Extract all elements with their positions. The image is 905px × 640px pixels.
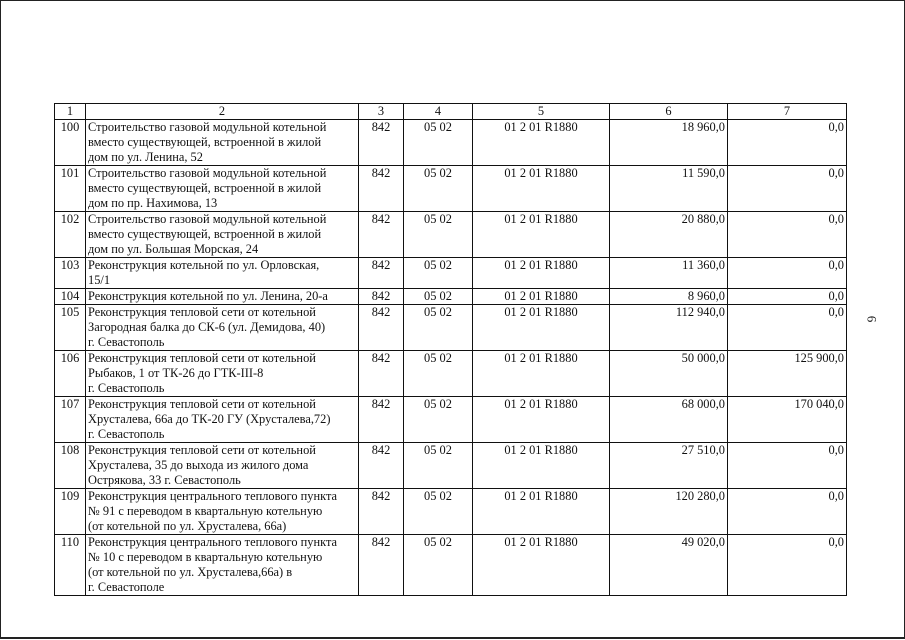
object-name-cell bbox=[86, 289, 359, 305]
object-name-line: дом по ул. Ленина, 52 bbox=[88, 150, 203, 164]
object-name-line: № 91 с переводом в квартальную котельную bbox=[88, 504, 323, 518]
department-code-cell: 842 bbox=[359, 489, 404, 535]
row-number-cell: 101 bbox=[55, 166, 86, 212]
object-name-line: г. Севастополь bbox=[88, 335, 165, 349]
object-name-line: Реконструкция тепловой сети от котельной bbox=[88, 351, 316, 365]
object-name-line: Хрусталева, 35 до выхода из жилого дома bbox=[88, 458, 309, 472]
object-name-line: Острякова, 33 г. Севастополь bbox=[88, 473, 241, 487]
amount-col7-cell: 170 040,0 bbox=[728, 397, 847, 443]
object-name-line: Строительство газовой модульной котельной bbox=[88, 120, 327, 134]
table-row bbox=[55, 212, 847, 258]
header-row bbox=[55, 104, 847, 120]
object-name-cell bbox=[86, 120, 359, 166]
amount-col6-cell: 68 000,0 bbox=[610, 397, 728, 443]
amount-col6-cell: 11 590,0 bbox=[610, 166, 728, 212]
object-name-cell bbox=[86, 212, 359, 258]
object-name-cell bbox=[86, 258, 359, 289]
object-name-line: г. Севастополь bbox=[88, 381, 165, 395]
department-code-cell: 842 bbox=[359, 535, 404, 596]
amount-col6-cell: 11 360,0 bbox=[610, 258, 728, 289]
object-name-line: Строительство газовой модульной котельной bbox=[88, 212, 327, 226]
department-code-cell: 842 bbox=[359, 351, 404, 397]
department-code-cell: 842 bbox=[359, 397, 404, 443]
amount-col7-cell: 0,0 bbox=[728, 258, 847, 289]
amount-col7-cell: 0,0 bbox=[728, 289, 847, 305]
amount-col6-cell: 50 000,0 bbox=[610, 351, 728, 397]
object-name-line: Загородная балка до СК-6 (ул. Демидова, 40) bbox=[88, 320, 326, 334]
table-row bbox=[55, 397, 847, 443]
section-code-cell: 05 02 bbox=[404, 289, 473, 305]
section-code-cell: 05 02 bbox=[404, 443, 473, 489]
header-cell: 4 bbox=[404, 104, 473, 120]
section-code-cell: 05 02 bbox=[404, 212, 473, 258]
object-name-cell bbox=[86, 489, 359, 535]
row-number-cell: 104 bbox=[55, 289, 86, 305]
object-name-line: Реконструкция тепловой сети от котельной bbox=[88, 397, 316, 411]
page-number: 6 bbox=[864, 315, 880, 323]
table-row bbox=[55, 258, 847, 289]
section-code-cell: 05 02 bbox=[404, 166, 473, 212]
target-article-cell: 01 2 01 R1880 bbox=[473, 120, 610, 166]
header-cell: 3 bbox=[359, 104, 404, 120]
target-article-cell: 01 2 01 R1880 bbox=[473, 212, 610, 258]
target-article-cell: 01 2 01 R1880 bbox=[473, 397, 610, 443]
amount-col7-cell: 0,0 bbox=[728, 120, 847, 166]
amount-col6-cell: 8 960,0 bbox=[610, 289, 728, 305]
row-number-cell: 102 bbox=[55, 212, 86, 258]
row-number-cell: 110 bbox=[55, 535, 86, 596]
table-row bbox=[55, 289, 847, 305]
amount-col6-cell: 120 280,0 bbox=[610, 489, 728, 535]
object-name-cell bbox=[86, 351, 359, 397]
header-cell: 2 bbox=[86, 104, 359, 120]
row-number-cell: 105 bbox=[55, 305, 86, 351]
amount-col7-cell: 0,0 bbox=[728, 166, 847, 212]
object-name-line: Реконструкция котельной по ул. Ленина, 20-а bbox=[88, 289, 328, 303]
target-article-cell: 01 2 01 R1880 bbox=[473, 351, 610, 397]
amount-col6-cell: 18 960,0 bbox=[610, 120, 728, 166]
section-code-cell: 05 02 bbox=[404, 120, 473, 166]
amount-col6-cell: 49 020,0 bbox=[610, 535, 728, 596]
row-number-cell: 106 bbox=[55, 351, 86, 397]
target-article-cell: 01 2 01 R1880 bbox=[473, 489, 610, 535]
object-name-line: Реконструкция котельной по ул. Орловская, bbox=[88, 258, 320, 272]
amount-col7-cell: 0,0 bbox=[728, 305, 847, 351]
object-name-line: дом по пр. Нахимова, 13 bbox=[88, 196, 218, 210]
object-name-line: 15/1 bbox=[88, 273, 111, 287]
target-article-cell: 01 2 01 R1880 bbox=[473, 166, 610, 212]
table-row bbox=[55, 305, 847, 351]
department-code-cell: 842 bbox=[359, 289, 404, 305]
department-code-cell: 842 bbox=[359, 166, 404, 212]
object-name-line: Реконструкция центрального теплового пункта bbox=[88, 489, 338, 503]
object-name-line: дом по ул. Большая Морская, 24 bbox=[88, 242, 259, 256]
table-row bbox=[55, 351, 847, 397]
target-article-cell: 01 2 01 R1880 bbox=[473, 305, 610, 351]
amount-col7-cell: 0,0 bbox=[728, 212, 847, 258]
department-code-cell: 842 bbox=[359, 258, 404, 289]
object-name-line: вместо существующей, встроенной в жилой bbox=[88, 135, 322, 149]
table-row bbox=[55, 443, 847, 489]
object-name-line: (от котельной по ул. Хрусталева, 66а) bbox=[88, 519, 287, 533]
object-name-line: (от котельной по ул. Хрусталева,66а) в bbox=[88, 565, 293, 579]
object-name-line: Реконструкция центрального теплового пункта bbox=[88, 535, 338, 549]
section-code-cell: 05 02 bbox=[404, 351, 473, 397]
object-name-cell bbox=[86, 305, 359, 351]
section-code-cell: 05 02 bbox=[404, 258, 473, 289]
amount-col7-cell: 0,0 bbox=[728, 489, 847, 535]
object-name-line: Реконструкция тепловой сети от котельной bbox=[88, 305, 316, 319]
object-name-line: Хрусталева, 66а до ТК-20 ГУ (Хрусталева,72) bbox=[88, 412, 331, 426]
header-cell: 7 bbox=[728, 104, 847, 120]
row-number-cell: 107 bbox=[55, 397, 86, 443]
table-row bbox=[55, 489, 847, 535]
amount-col6-cell: 112 940,0 bbox=[610, 305, 728, 351]
section-code-cell: 05 02 bbox=[404, 397, 473, 443]
object-name-line: г. Севастополь bbox=[88, 427, 165, 441]
row-number-cell: 100 bbox=[55, 120, 86, 166]
target-article-cell: 01 2 01 R1880 bbox=[473, 443, 610, 489]
row-number-cell: 108 bbox=[55, 443, 86, 489]
object-name-line: № 10 с переводом в квартальную котельную bbox=[88, 550, 323, 564]
header-cell: 6 bbox=[610, 104, 728, 120]
department-code-cell: 842 bbox=[359, 120, 404, 166]
amount-col6-cell: 27 510,0 bbox=[610, 443, 728, 489]
row-number-cell: 109 bbox=[55, 489, 86, 535]
target-article-cell: 01 2 01 R1880 bbox=[473, 535, 610, 596]
department-code-cell: 842 bbox=[359, 443, 404, 489]
amount-col7-cell: 125 900,0 bbox=[728, 351, 847, 397]
section-code-cell: 05 02 bbox=[404, 535, 473, 596]
amount-col7-cell: 0,0 bbox=[728, 443, 847, 489]
object-name-line: вместо существующей, встроенной в жилой bbox=[88, 227, 322, 241]
object-name-cell bbox=[86, 535, 359, 596]
target-article-cell: 01 2 01 R1880 bbox=[473, 289, 610, 305]
amount-col7-cell: 0,0 bbox=[728, 535, 847, 596]
section-code-cell: 05 02 bbox=[404, 489, 473, 535]
amount-col6-cell: 20 880,0 bbox=[610, 212, 728, 258]
table-row bbox=[55, 166, 847, 212]
department-code-cell: 842 bbox=[359, 212, 404, 258]
object-name-cell bbox=[86, 166, 359, 212]
budget-table bbox=[54, 103, 847, 596]
object-name-cell bbox=[86, 397, 359, 443]
object-name-line: Рыбаков, 1 от ТК-26 до ГТК-III-8 bbox=[88, 366, 264, 380]
table-row bbox=[55, 535, 847, 596]
target-article-cell: 01 2 01 R1880 bbox=[473, 258, 610, 289]
object-name-cell bbox=[86, 443, 359, 489]
header-cell: 5 bbox=[473, 104, 610, 120]
header-cell: 1 bbox=[55, 104, 86, 120]
section-code-cell: 05 02 bbox=[404, 305, 473, 351]
object-name-line: Строительство газовой модульной котельной bbox=[88, 166, 327, 180]
object-name-line: г. Севастополе bbox=[88, 580, 165, 594]
department-code-cell: 842 bbox=[359, 305, 404, 351]
object-name-line: вместо существующей, встроенной в жилой bbox=[88, 181, 322, 195]
row-number-cell: 103 bbox=[55, 258, 86, 289]
table-row bbox=[55, 120, 847, 166]
object-name-line: Реконструкция тепловой сети от котельной bbox=[88, 443, 316, 457]
